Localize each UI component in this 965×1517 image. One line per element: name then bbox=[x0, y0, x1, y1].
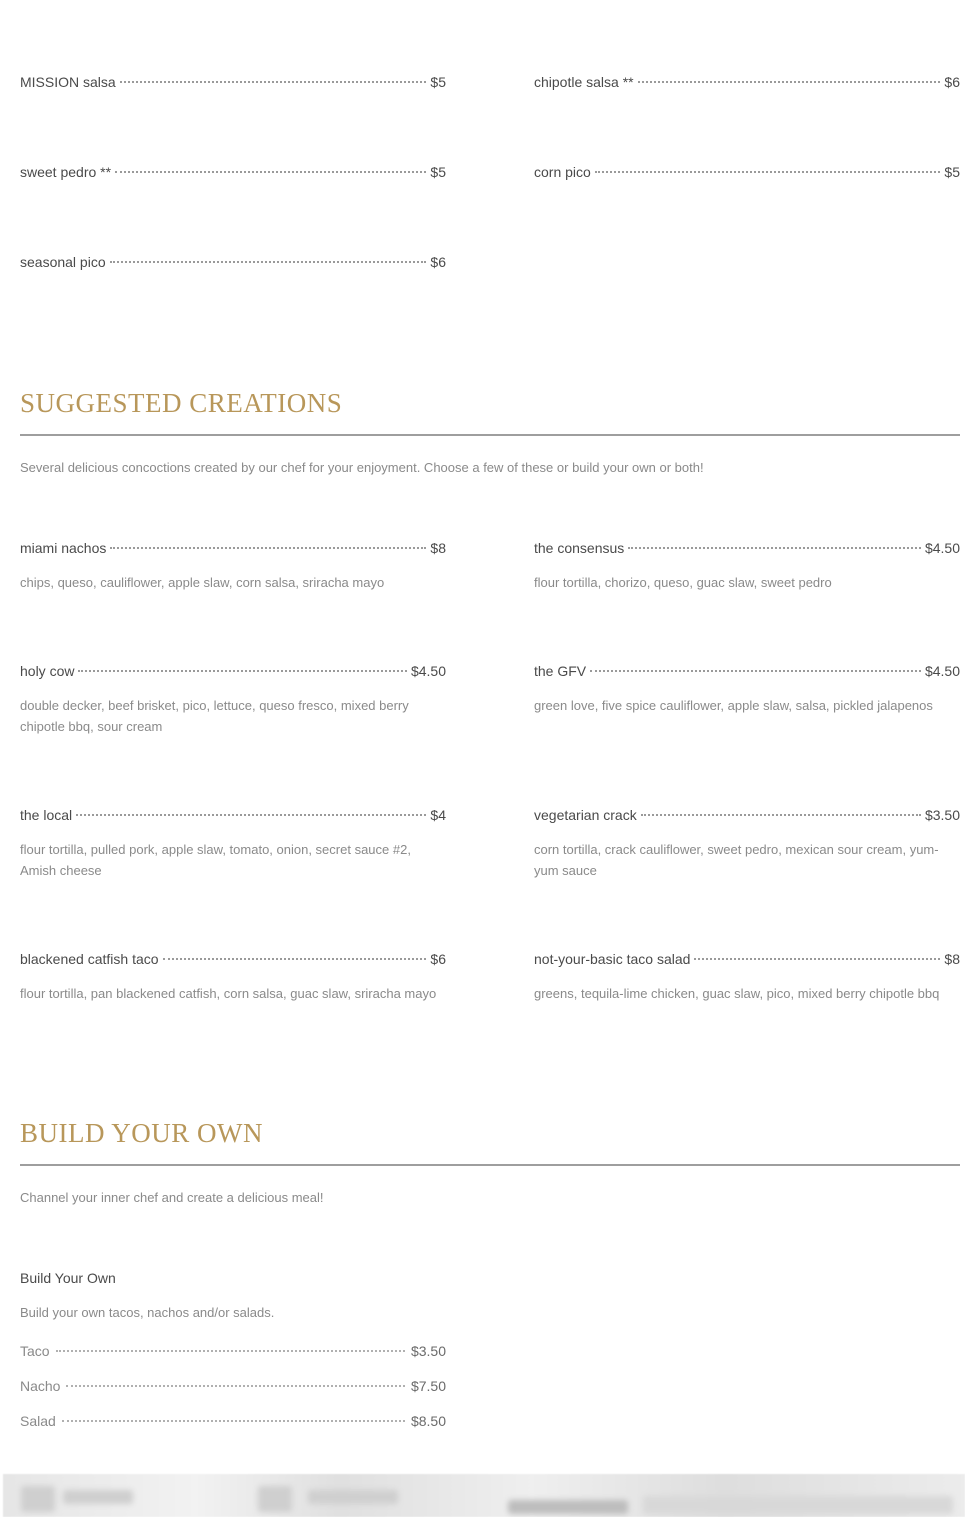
item-name: sweet pedro ** bbox=[20, 164, 112, 180]
blurred-block bbox=[643, 1496, 953, 1514]
leader-dots bbox=[638, 81, 941, 83]
option-name: Nacho bbox=[20, 1378, 61, 1394]
item-name: blackened catfish taco bbox=[20, 951, 159, 967]
item-description: flour tortilla, pan blackened catfish, corn salsa, guac slaw, sriracha mayo bbox=[20, 986, 437, 1001]
section-intro: Channel your inner chef and create a delicious meal! bbox=[20, 1190, 324, 1205]
blurred-icon bbox=[21, 1486, 55, 1512]
menu-item-seasonal-pico bbox=[20, 254, 446, 270]
blurred-footer bbox=[3, 1474, 965, 1517]
item-price: $5 bbox=[430, 164, 446, 180]
section-title-build: BUILD YOUR OWN bbox=[20, 1118, 263, 1148]
item-price: $8 bbox=[430, 540, 446, 556]
build-description: Build your own tacos, nachos and/or salads. bbox=[20, 1305, 275, 1320]
item-price: $8 bbox=[944, 951, 960, 967]
item-description: green love, five spice cauliflower, apple slaw, salsa, pickled jalapenos bbox=[534, 698, 933, 713]
section-divider bbox=[20, 1164, 960, 1166]
option-price: $7.50 bbox=[410, 1378, 446, 1394]
item-description: greens, tequila-lime chicken, guac slaw, pico, mixed berry chipotle bbq bbox=[534, 986, 940, 1001]
item-description: chips, queso, cauliflower, apple slaw, corn salsa, sriracha mayo bbox=[20, 575, 385, 590]
item-description: flour tortilla, chorizo, queso, guac slaw, sweet pedro bbox=[534, 575, 832, 590]
blurred-label bbox=[308, 1490, 398, 1504]
leader-dots bbox=[76, 814, 426, 816]
item-price: $6 bbox=[430, 254, 446, 270]
item-price: $5 bbox=[430, 74, 446, 90]
item-description: flour tortilla, pulled pork, apple slaw, tomato, onion, secret sauce #2, Amish cheese bbox=[20, 842, 411, 878]
menu-item bbox=[20, 540, 446, 556]
section-title-suggested: SUGGESTED CREATIONS bbox=[20, 388, 343, 418]
leader-dots bbox=[62, 1420, 405, 1422]
item-price: $4.50 bbox=[410, 663, 446, 679]
build-option-salad bbox=[20, 1413, 446, 1429]
leader-dots bbox=[56, 1350, 405, 1352]
item-name: seasonal pico bbox=[20, 254, 106, 270]
menu-item-sweet-pedro bbox=[20, 164, 446, 180]
item-name: holy cow bbox=[20, 663, 75, 679]
option-price: $8.50 bbox=[410, 1413, 446, 1429]
menu-item bbox=[534, 663, 960, 679]
item-name: the consensus bbox=[534, 540, 625, 556]
item-price: $4.50 bbox=[924, 540, 960, 556]
blurred-icon bbox=[258, 1486, 292, 1512]
option-price: $3.50 bbox=[410, 1343, 446, 1359]
leader-dots bbox=[110, 261, 427, 263]
item-name: corn pico bbox=[534, 164, 591, 180]
leader-dots bbox=[163, 958, 427, 960]
menu-item bbox=[20, 807, 446, 823]
blurred-label bbox=[63, 1490, 133, 1504]
item-price: $6 bbox=[944, 74, 960, 90]
item-name: miami nachos bbox=[20, 540, 107, 556]
leader-dots bbox=[694, 958, 940, 960]
option-name: Salad bbox=[20, 1413, 56, 1429]
build-option-nacho bbox=[20, 1378, 446, 1394]
blurred-label bbox=[508, 1500, 628, 1514]
item-price: $4.50 bbox=[924, 663, 960, 679]
section-divider bbox=[20, 434, 960, 436]
menu-item-corn-pico bbox=[534, 164, 960, 180]
section-intro: Several delicious concoctions created by our chef for your enjoyment. Choose a few of these or build your own or both! bbox=[20, 460, 704, 475]
menu-item bbox=[534, 951, 960, 967]
item-name: the local bbox=[20, 807, 73, 823]
build-subtitle: Build Your Own bbox=[20, 1270, 116, 1286]
leader-dots bbox=[110, 547, 426, 549]
leader-dots bbox=[66, 1385, 404, 1387]
build-option-taco bbox=[20, 1343, 446, 1359]
item-name: not-your-basic taco salad bbox=[534, 951, 691, 967]
item-name: chipotle salsa ** bbox=[534, 74, 634, 90]
item-name: the GFV bbox=[534, 663, 587, 679]
item-price: $3.50 bbox=[924, 807, 960, 823]
item-description: double decker, beef brisket, pico, lettuce, queso fresco, mixed berry chipotle bbq, sour cream bbox=[20, 698, 409, 734]
leader-dots bbox=[590, 670, 921, 672]
menu-item bbox=[20, 663, 446, 679]
leader-dots bbox=[641, 814, 921, 816]
item-price: $5 bbox=[944, 164, 960, 180]
leader-dots bbox=[628, 547, 921, 549]
leader-dots bbox=[78, 670, 406, 672]
menu-item-mission-salsa bbox=[20, 74, 446, 90]
menu-item bbox=[534, 807, 960, 823]
menu-item bbox=[534, 540, 960, 556]
leader-dots bbox=[115, 171, 426, 173]
item-price: $6 bbox=[430, 951, 446, 967]
menu-item-chipotle-salsa bbox=[534, 74, 960, 90]
menu-item bbox=[20, 951, 446, 967]
option-name: Taco bbox=[20, 1343, 50, 1359]
item-name: MISSION salsa bbox=[20, 74, 116, 90]
item-name: vegetarian crack bbox=[534, 807, 637, 823]
item-description: corn tortilla, crack cauliflower, sweet pedro, mexican sour cream, yum-yum sauce bbox=[534, 842, 939, 878]
leader-dots bbox=[120, 81, 427, 83]
item-price: $4 bbox=[430, 807, 446, 823]
leader-dots bbox=[595, 171, 941, 173]
